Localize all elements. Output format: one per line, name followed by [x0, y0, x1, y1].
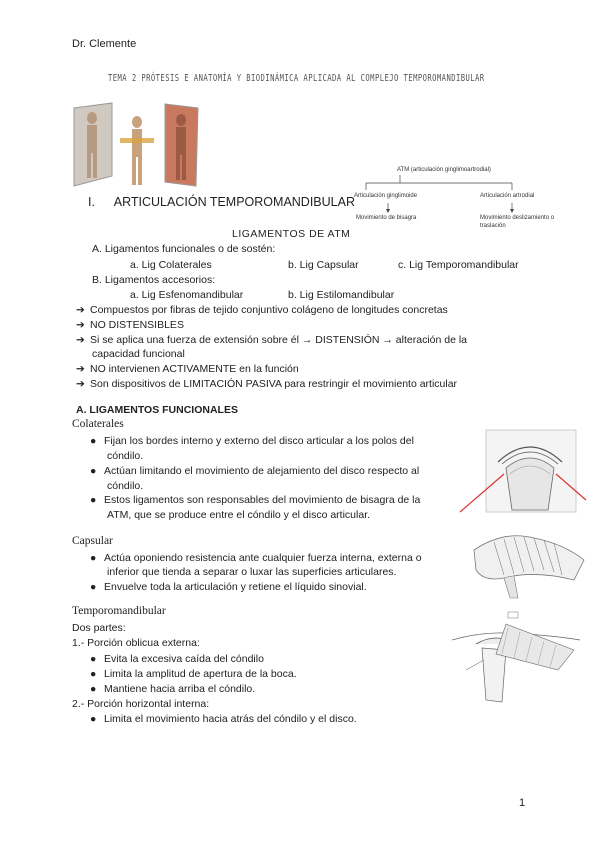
lig-b-item-1: a. Lig Esfenomandibular — [130, 289, 244, 301]
anatomical-planes-figure — [70, 98, 200, 193]
p2-bullet-1: ● Limita el movimiento hacia atrás del cóndilo y el disco. — [90, 713, 357, 725]
lig-a-item-2: b. Lig Capsular — [288, 259, 359, 271]
cap-bullet-2: ● Envuelve toda la articulación y retiene el líquido sinovial. — [90, 581, 367, 593]
colaterales-ligament-figure — [458, 428, 588, 516]
capsular-ligament-figure — [464, 520, 589, 600]
col-bullet-2-cont: cóndilo. — [107, 480, 144, 492]
page-header-author: Dr. Clemente — [72, 38, 137, 50]
lig-a-item-1: a. Lig Colaterales — [130, 259, 212, 271]
porcion-2: 2.- Porción horizontal interna: — [72, 698, 210, 710]
arrow-item-4: ➔ NO intervienen ACTIVAMENTE en la función — [76, 363, 299, 375]
arrow-item-3-cont: capacidad funcional — [92, 348, 185, 360]
temporomandibular-ligament-figure — [446, 610, 586, 705]
p1-bullet-3: ● Mantiene hacia arriba el cóndilo. — [90, 683, 256, 695]
p1-bullet-1: ● Evita la excesiva caída del cóndilo — [90, 653, 264, 665]
lig-b-line: B. Ligamentos accesorios: — [92, 274, 216, 286]
cap-bullet-1: ● Actúa oponiendo resistencia ante cualquier fuerza interna, externa o — [90, 552, 422, 564]
porcion-1: 1.- Porción oblicua externa: — [72, 637, 200, 649]
section-number: I. — [88, 195, 95, 209]
diagram-right-sub-2: traslación — [480, 223, 506, 229]
lig-a-item-3: c. Lig Temporomandibular — [398, 259, 519, 271]
temporomandibular-heading: Temporomandibular — [72, 605, 166, 617]
col-bullet-3-cont: ATM, que se produce entre el cóndilo y el disco articular. — [107, 509, 371, 521]
ligamentos-heading: LIGAMENTOS DE ATM — [232, 228, 351, 240]
p1-bullet-2: ● Limita la amplitud de apertura de la boca. — [90, 668, 297, 680]
col-bullet-2: ● Actúan limitando el movimiento de alejamiento del disco respecto al — [90, 465, 420, 477]
col-bullet-1: ● Fijan los bordes interno y externo del disco articular a los polos del — [90, 435, 414, 447]
section-heading-articulacion — [88, 195, 355, 209]
diagram-right-sub-1: Movimiento deslizamiento o — [480, 215, 555, 221]
col-bullet-1-cont: cóndilo. — [107, 450, 144, 462]
diagram-left-sub: Movimiento de bisagra — [356, 215, 417, 221]
colaterales-heading: Colaterales — [72, 418, 124, 430]
arrow-item-5: ➔ Son dispositivos de LIMITACIÓN PASIVA para restringir el movimiento articular — [76, 378, 458, 390]
dos-partes: Dos partes: — [72, 622, 126, 634]
section-label: ARTICULACIÓN TEMPOROMANDIBULAR — [113, 195, 355, 209]
funcionales-heading: A. LIGAMENTOS FUNCIONALES — [76, 404, 238, 416]
arrow-item-1: ➔ Compuestos por fibras de tejido conjuntivo colágeno de longitudes concretas — [76, 304, 448, 316]
lig-a-line: A. Ligamentos funcionales o de sostén: — [92, 243, 276, 255]
diagram-root: ATM (articulación ginglimoartrodial) — [397, 167, 491, 173]
document-title: TEMA 2 PRÓTESIS E ANATOMÍA Y BIODINÁMICA APLICADA AL COMPLEJO TEMPOROMANDIBULAR — [108, 73, 485, 84]
page-number: 1 — [519, 797, 526, 809]
capsular-heading: Capsular — [72, 535, 113, 547]
atm-classification-diagram — [352, 163, 555, 233]
col-bullet-3: ● Estos ligamentos son responsables del movimiento de bisagra de la — [90, 494, 421, 506]
lig-b-item-2: b. Lig Estilomandibular — [288, 289, 395, 301]
diagram-right: Articulación artrodial — [480, 193, 535, 199]
arrow-item-2: ➔ NO DISTENSIBLES — [76, 319, 184, 331]
arrow-item-3: ➔ Si se aplica una fuerza de extensión sobre él → DISTENSIÓN → alteración de la — [76, 334, 468, 346]
diagram-left: Articulación ginglimoide — [354, 193, 418, 199]
cap-bullet-1-cont: inferior que tienda a separar o luxar las superficies articulares. — [107, 566, 397, 578]
